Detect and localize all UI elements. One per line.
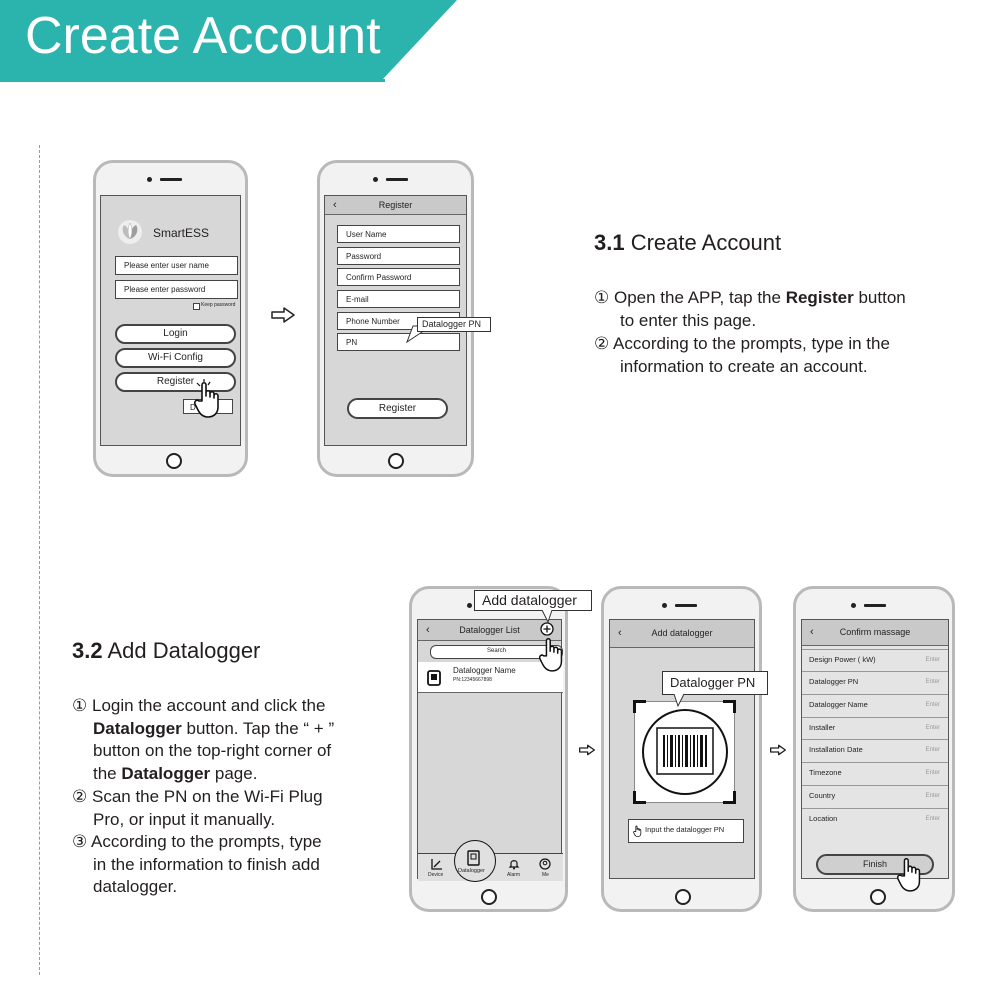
page-title: Create Account: [25, 7, 381, 65]
register-navbar: [325, 196, 466, 215]
form-row[interactable]: [802, 739, 948, 754]
password-field[interactable]: Password: [337, 247, 460, 265]
add-datalogger-screen: [609, 619, 755, 879]
finish-button[interactable]: Finish: [816, 854, 934, 875]
section-3-1-heading: [594, 230, 781, 256]
datalogger-keyword: Datalogger: [93, 718, 182, 738]
pn-field[interactable]: PN: [337, 333, 460, 351]
form-row[interactable]: [802, 762, 948, 777]
hand-pointer-icon: [896, 855, 926, 893]
device-tab-icon: [431, 858, 443, 870]
step-marker: ②: [594, 334, 610, 353]
section-3-2-step2: [72, 786, 323, 831]
step-text: According to the prompts, type in the: [613, 334, 890, 353]
callout-pointer: [672, 694, 688, 708]
step-marker: ①: [72, 696, 88, 715]
row-label: Location: [809, 814, 838, 823]
phone-register: [317, 160, 482, 477]
row-value: Enter: [925, 679, 940, 685]
form-row[interactable]: [802, 671, 948, 686]
scan-corner: [723, 791, 736, 804]
back-arrow-icon[interactable]: ‹: [333, 199, 337, 211]
datalogger-item-name: Datalogger Name: [453, 666, 516, 675]
scan-frame: [634, 701, 735, 803]
section-3-1-step2: [594, 332, 890, 378]
hand-pointer-icon: [538, 634, 568, 674]
scan-corner: [723, 700, 736, 713]
keep-password-checkbox[interactable]: [193, 303, 200, 310]
step-text: Scan the PN on the Wi-Fi Plug: [91, 787, 323, 806]
section-3-2-number: 3.2: [72, 638, 103, 663]
wifi-config-button[interactable]: Wi-Fi Config: [115, 348, 236, 368]
step-text: information to create an account.: [620, 357, 868, 376]
me-tab-icon: [539, 858, 551, 870]
phone-add-datalogger: [601, 586, 762, 912]
step-text: Login the account and click the: [91, 696, 326, 715]
row-value: Enter: [925, 725, 940, 731]
camera-dot: [662, 603, 667, 608]
step-text: the: [93, 763, 122, 783]
home-button: [481, 889, 497, 905]
row-value: Enter: [925, 702, 940, 708]
datalogger-pn-callout: Datalogger PN: [417, 317, 491, 332]
home-button: [870, 889, 886, 905]
confirm-title: Confirm massage: [839, 627, 911, 637]
section-3-2-heading: [72, 638, 260, 664]
datalogger-pn-callout: Datalogger PN: [662, 671, 768, 695]
hand-pointer-icon: [193, 379, 225, 419]
speaker-slot: [864, 604, 886, 607]
section-3-2-title: Add Datalogger: [107, 638, 261, 663]
confirm-navbar: [802, 620, 948, 646]
tab-datalogger: Datalogger: [458, 868, 485, 874]
leaf-logo-icon: [117, 219, 143, 245]
scan-corner: [633, 791, 646, 804]
step-marker: ③: [72, 832, 88, 851]
datalogger-tab-icon: [467, 850, 481, 866]
app-name: SmartESS: [153, 226, 210, 240]
step-text: Pro, or input it manually.: [93, 809, 276, 829]
datalogger-item-pn: PN:12345667898: [453, 677, 492, 683]
phone-number-field[interactable]: Phone Number: [337, 312, 460, 330]
dashed-divider: [39, 145, 40, 975]
step-text: to enter this page.: [620, 311, 757, 330]
section-3-1-number: 3.1: [594, 230, 625, 255]
form-row[interactable]: [802, 694, 948, 709]
home-button: [388, 453, 404, 469]
arrow-right-icon: [271, 307, 295, 323]
confirm-screen: [801, 619, 949, 879]
keep-password-label: Keep password: [201, 302, 236, 308]
section-3-1-step1: [594, 286, 906, 332]
step-text: Open the APP, tap the: [613, 288, 786, 307]
row-value: Enter: [925, 793, 940, 799]
add-datalogger-navbar: [610, 620, 754, 648]
section-3-2-step1: [72, 695, 334, 785]
confirm-password-field[interactable]: Confirm Password: [337, 268, 460, 286]
row-value: Enter: [925, 770, 940, 776]
step-text: datalogger.: [93, 877, 178, 896]
demo-button-label: D: [190, 403, 196, 412]
step-text: in the information to finish add: [93, 854, 320, 874]
email-field[interactable]: E-mail: [337, 290, 460, 308]
add-datalogger-title: Add datalogger: [651, 628, 713, 638]
tab-me[interactable]: Me: [542, 872, 549, 878]
camera-dot: [851, 603, 856, 608]
register-submit-button[interactable]: Register: [347, 398, 448, 419]
camera-dot: [147, 177, 152, 182]
arrow-right-icon: [579, 744, 595, 756]
datalogger-tab-highlight[interactable]: [454, 840, 496, 882]
header-underline: [0, 79, 385, 82]
row-label: Datalogger Name: [809, 700, 868, 709]
login-button[interactable]: Login: [115, 324, 236, 344]
row-label: Country: [809, 791, 836, 800]
datalogger-keyword: Datalogger: [121, 763, 211, 783]
callout-pointer: [540, 610, 556, 624]
row-label: Datalogger PN: [809, 677, 859, 686]
section-3-1-title: Create Account: [630, 230, 782, 255]
alarm-tab-icon: [508, 858, 520, 870]
step-text: button: [853, 288, 906, 307]
row-value: Enter: [925, 747, 940, 753]
add-datalogger-callout: Add datalogger: [474, 590, 592, 611]
step-marker: ①: [594, 288, 610, 307]
step-text: button. Tap the “ + ”: [181, 718, 335, 738]
datalogger-list-title: Datalogger List: [459, 625, 520, 635]
home-button: [166, 453, 182, 469]
register-keyword: Register: [785, 288, 854, 307]
step-text: page.: [210, 763, 258, 783]
phone-confirm: [793, 586, 955, 912]
register-button[interactable]: Register: [115, 372, 236, 392]
search-label: Search: [486, 648, 506, 654]
tab-alarm[interactable]: Alarm: [507, 872, 521, 878]
speaker-slot: [675, 604, 697, 607]
section-3-2-step3: [72, 831, 322, 899]
row-value: Enter: [925, 816, 940, 822]
input-pn-button[interactable]: [628, 819, 744, 843]
tap-hand-icon: [633, 824, 643, 838]
form-row[interactable]: [802, 785, 948, 800]
arrow-right-icon: [770, 744, 786, 756]
register-screen: [324, 195, 482, 446]
datalogger-device-icon: [427, 670, 441, 686]
input-pn-label: Input the datalogger PN: [645, 825, 725, 834]
form-row[interactable]: [802, 649, 948, 664]
username-field[interactable]: User Name: [337, 225, 460, 243]
login-screen: [100, 195, 241, 446]
step-text: According to the prompts, type: [91, 832, 322, 851]
tab-device[interactable]: Device: [428, 872, 444, 878]
row-label: Timezone: [809, 768, 842, 777]
form-row[interactable]: [802, 717, 948, 732]
step-text: button on the top-right corner of: [93, 741, 332, 760]
username-input[interactable]: Please enter user name: [115, 256, 238, 275]
row-value: Enter: [925, 657, 940, 663]
row-label: Installer: [809, 723, 836, 732]
back-arrow-icon[interactable]: ‹: [810, 626, 814, 638]
home-button: [675, 889, 691, 905]
speaker-slot: [160, 178, 182, 181]
form-row[interactable]: [802, 808, 948, 823]
back-arrow-icon[interactable]: ‹: [426, 624, 430, 636]
row-label: Installation Date: [809, 745, 863, 754]
phone-login: [93, 160, 248, 477]
scan-corner: [633, 700, 646, 713]
speaker-slot: [386, 178, 408, 181]
row-label: Design Power ( kW): [809, 655, 876, 664]
camera-dot: [467, 603, 472, 608]
step-marker: ②: [72, 787, 88, 806]
register-title: Register: [378, 200, 413, 210]
back-arrow-icon[interactable]: ‹: [618, 627, 622, 639]
camera-dot: [373, 177, 378, 182]
barcode-icon: [657, 728, 713, 774]
password-input[interactable]: Please enter password: [115, 280, 238, 299]
